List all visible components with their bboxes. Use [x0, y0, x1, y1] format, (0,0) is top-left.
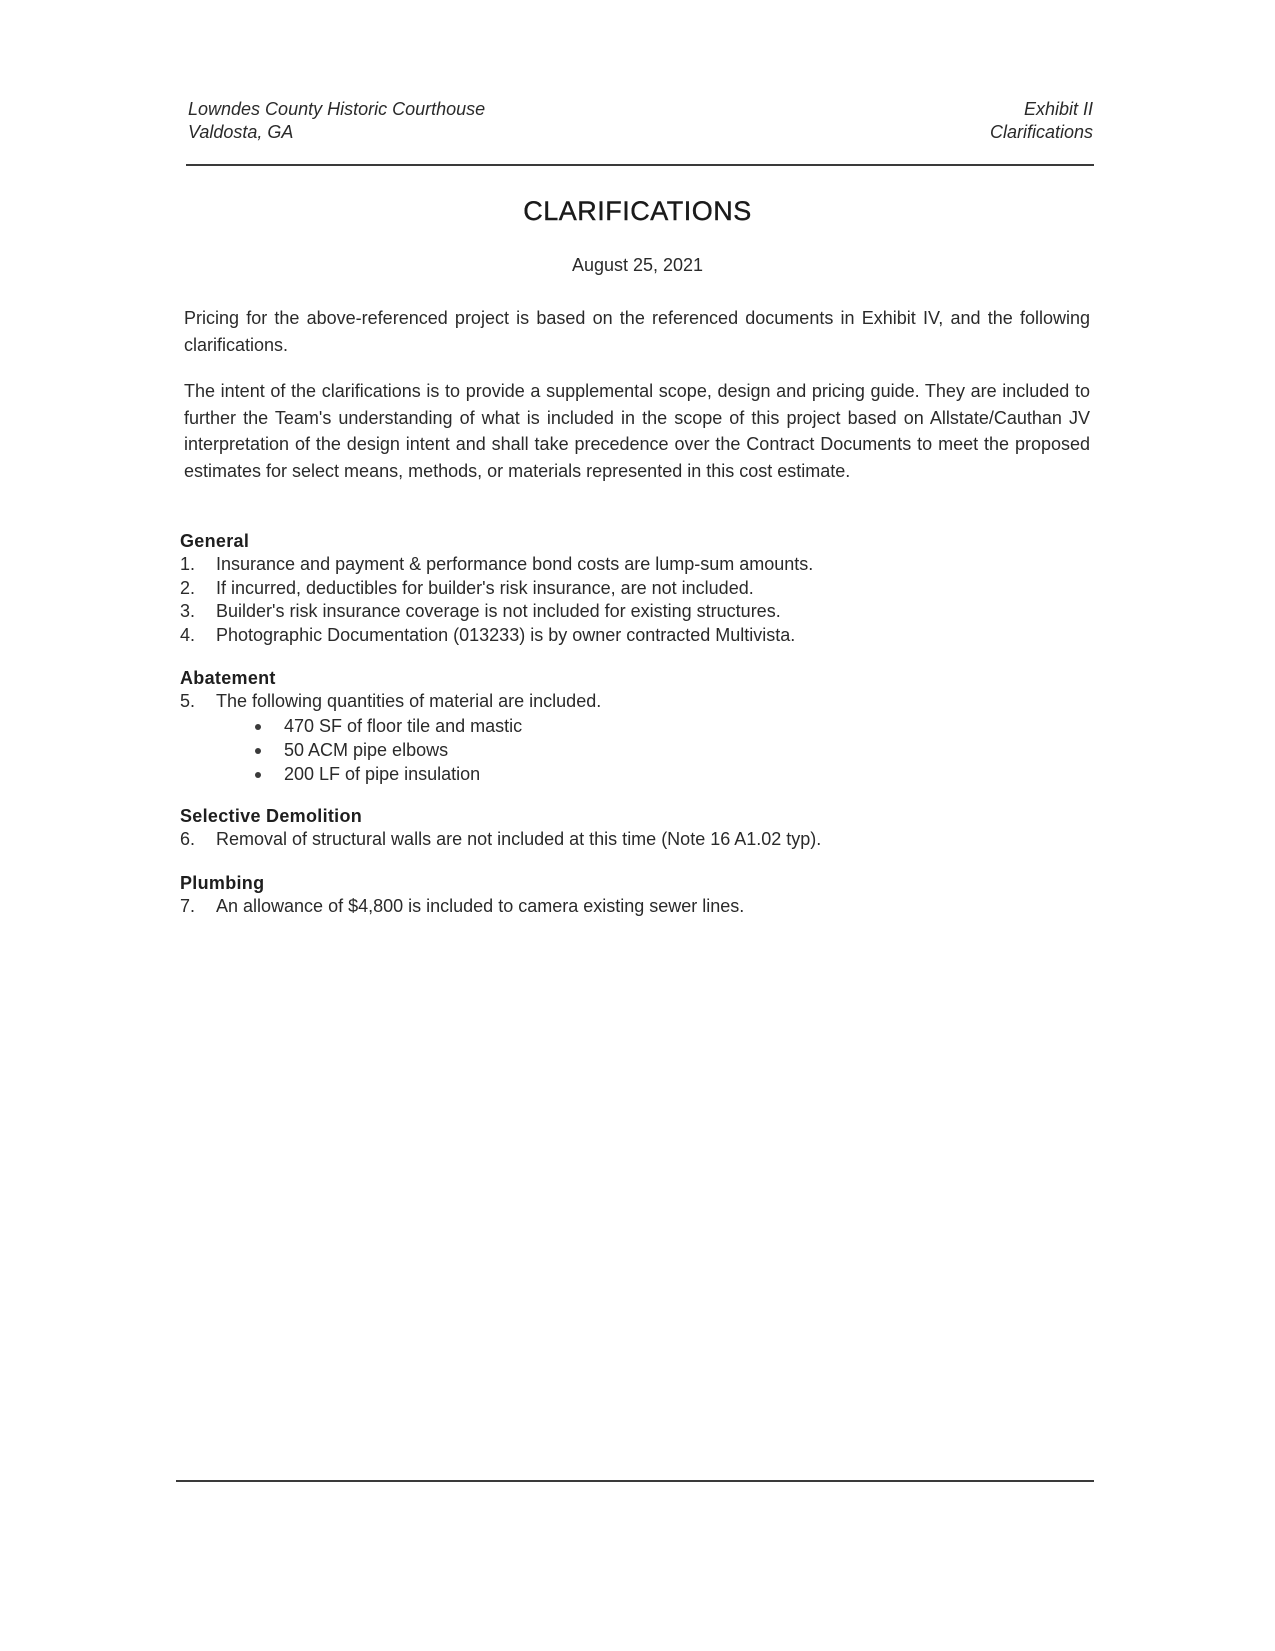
clarification-item: [180, 600, 1090, 624]
item-text: The following quantities of material are included.: [216, 691, 602, 711]
bullet-icon: [255, 724, 261, 730]
item-text: If incurred, deductibles for builder's risk insurance, are not included.: [216, 577, 754, 598]
clarification-item: [180, 577, 1090, 601]
header-project-location: Valdosta, GA: [188, 122, 294, 142]
section-abatement: [180, 666, 1090, 786]
bullet-icon: [255, 772, 261, 778]
section-general: [180, 529, 1090, 647]
header-project-name: Lowndes County Historic Courthouse: [188, 99, 486, 119]
section-heading: General: [180, 531, 250, 551]
bullet-icon: [255, 748, 261, 754]
item-number: 1.: [180, 554, 196, 574]
bullet-item: [252, 762, 1090, 786]
clarification-item: [180, 828, 1090, 852]
bullet-text: 200 LF of pipe insulation: [284, 763, 481, 784]
header-exhibit-number: Exhibit II: [1023, 99, 1093, 119]
document-date: August 25, 2021: [571, 255, 704, 275]
section-heading: Plumbing: [180, 873, 265, 893]
item-number: 6.: [180, 829, 196, 849]
item-number: 3.: [180, 601, 196, 621]
item-text: Removal of structural walls are not included at this time (Note 16 A1.02 typ).: [216, 829, 822, 849]
clarification-item: [180, 553, 1090, 577]
clarification-item: [180, 690, 1090, 714]
item-text: Insurance and payment & performance bond costs are lump-sum amounts.: [216, 554, 814, 574]
item-number: 7.: [180, 896, 196, 916]
header-exhibit-info: [990, 98, 1093, 144]
item-text: An allowance of $4,800 is included to camera existing sewer lines.: [216, 896, 745, 916]
bullet-text: 470 SF of floor tile and mastic: [284, 715, 523, 736]
header-divider: [186, 164, 1094, 166]
clarification-list: [180, 690, 1090, 714]
clarification-item: [180, 895, 1090, 919]
section-heading: Selective Demolition: [180, 806, 363, 826]
page-title: CLARIFICATIONS: [523, 196, 752, 226]
footer-divider: [176, 1480, 1094, 1482]
section-selective-demolition: [180, 804, 1090, 852]
header-exhibit-title: Clarifications: [989, 122, 1093, 142]
item-number: 4.: [180, 624, 196, 645]
header-project-info: [188, 98, 485, 144]
item-number: 5.: [180, 691, 196, 711]
item-number: 2.: [180, 577, 196, 598]
intro-paragraph-intent: The intent of the clarifications is to provide a supplemental scope, design and pricing guide. They are included to further the Team's understanding of what is included in the scope of this project based on Allstate/Cauthan JV interpretation of the design intent and shall take precedence over the Contract Documents to meet the proposed estimates for select means, methods, or materials represented in this cost estimate.: [184, 381, 1090, 481]
bullet-text: 50 ACM pipe elbows: [284, 739, 449, 760]
clarification-item: [180, 624, 1090, 648]
material-quantity-list: [180, 714, 1090, 786]
section-plumbing: [180, 871, 1090, 919]
section-heading: Abatement: [180, 668, 276, 688]
item-text: Builder's risk insurance coverage is not included for existing structures.: [216, 601, 781, 621]
clarification-list: [180, 553, 1090, 647]
clarification-list: [180, 895, 1090, 919]
intro-paragraph-pricing: Pricing for the above-referenced project is based on the referenced documents in Exhibit IV, and the following clarifications.: [184, 308, 1090, 355]
item-text: Photographic Documentation (013233) is by owner contracted Multivista.: [216, 624, 796, 645]
bullet-item: [252, 714, 1090, 738]
bullet-item: [252, 738, 1090, 762]
clarification-list: [180, 828, 1090, 852]
